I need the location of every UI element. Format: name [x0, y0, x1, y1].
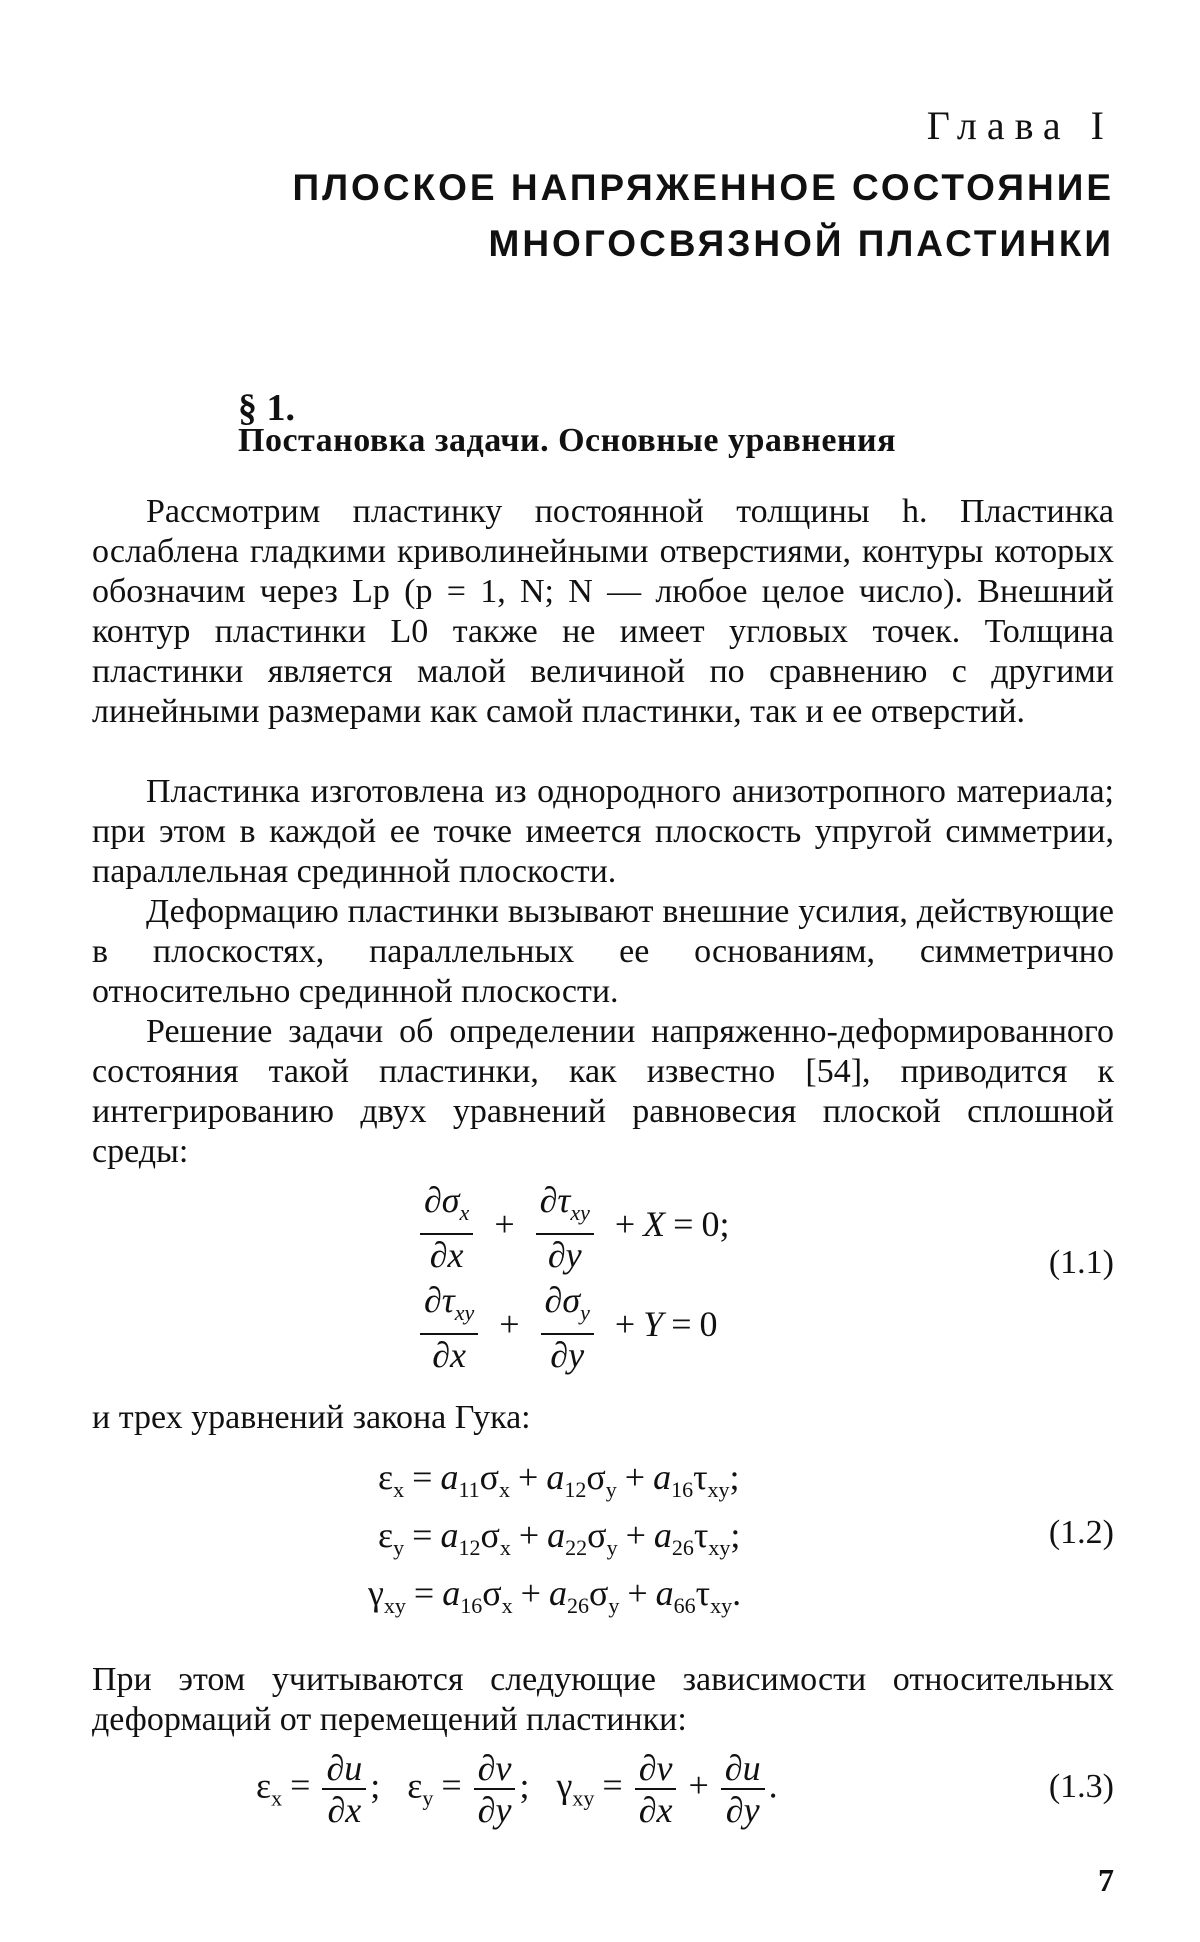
equation-1-3-line: $\varepsilon_x$ = $\frac{\partial u}{\partial x}$ ; $\varepsilon_y$ = $\frac{\partial v}{\partial y}$ ; $\gamma_{xy}$ = $\frac{\partial v}{\partial x}$ + $\frac{\partial u}{\partial y}$ .	[256, 1748, 778, 1830]
equation-number-1-3: (1.3)	[1048, 1768, 1114, 1805]
section-number: § 1.	[238, 387, 295, 429]
equation-1-2-line-1: $\varepsilon_x = a_{11}\sigma_x + a_{12}\sigma_y + a_{16}\tau_{xy}$;	[378, 1457, 740, 1503]
equation-1-1-line-1: $\frac{\partial\sigma_x}{\partial x}$ + $\frac{\partial\tau_{xy}}{\partial y}$ + X = 0;	[416, 1180, 729, 1275]
chapter-title-line-1: ПЛОСКОЕ НАПРЯЖЕННОЕ СОСТОЯНИЕ	[292, 167, 1114, 208]
equation-number-1-2: (1.2)	[1048, 1514, 1114, 1551]
equation-1-2-line-2: $\varepsilon_y = a_{12}\sigma_x + a_{22}\sigma_y + a_{26}\tau_{xy}$;	[378, 1515, 741, 1561]
equation-1-2	[0, 1456, 1200, 1626]
equation-1-1	[0, 1180, 1200, 1376]
chapter-title	[292, 160, 1114, 272]
equation-1-3	[0, 1748, 1200, 1838]
paragraph-2: Пластинка изготовлена из однородного анизотропного материала; при этом в каждой ее точке имеется плоскость упругой симметрии, параллельная срединной плоскости.	[92, 773, 1114, 890]
paragraph-3: Деформацию пластинки вызывают внешние усилия, действующие в плоскостях, параллельных ее основаниям, симметрично относительно срединной плоскости.	[92, 893, 1114, 1010]
equation-number-1-1: (1.1)	[1048, 1244, 1114, 1281]
equation-1-2-line-3: $\gamma_{xy} = a_{16}\sigma_x + a_{26}\sigma_y + a_{66}\tau_{xy}$.	[368, 1573, 742, 1619]
paragraph-4: Решение задачи об определении напряженно-деформированного состояния такой пластинки, как известно [54], приводится к интегрированию двух уравнений равновесия плоской сплошной среды:	[92, 1013, 1114, 1170]
chapter-label: Глава I	[926, 103, 1114, 148]
section-title: Постановка задачи. Основные уравнения	[238, 422, 896, 459]
paragraph-5: и трех уравнений закона Гука:	[92, 1399, 531, 1436]
equation-1-1-line-2: $\frac{\partial\tau_{xy}}{\partial x}$ + $\frac{\partial\sigma_y}{\partial y}$ + Y = 0	[416, 1280, 718, 1375]
paragraph-1: Рассмотрим пластинку постоянной толщины h. Пластинка ослаблена гладкими криволинейными отверстиями, контуры которых обозначим через Lp (p = 1, N; N — любое целое число). Внешний контур пластинки L0 также не имеет угловых точек. Толщина пластинки является малой величиной по сравнению с другими линейными размерами как самой пластинки, так и ее отверстий.	[92, 493, 1114, 730]
page-number: 7	[1098, 1862, 1114, 1898]
chapter-title-line-2: МНОГОСВЯЗНОЙ ПЛАСТИНКИ	[488, 223, 1114, 264]
paragraph-6: При этом учитываются следующие зависимости относительных деформаций от перемещений пластинки:	[92, 1661, 1114, 1738]
